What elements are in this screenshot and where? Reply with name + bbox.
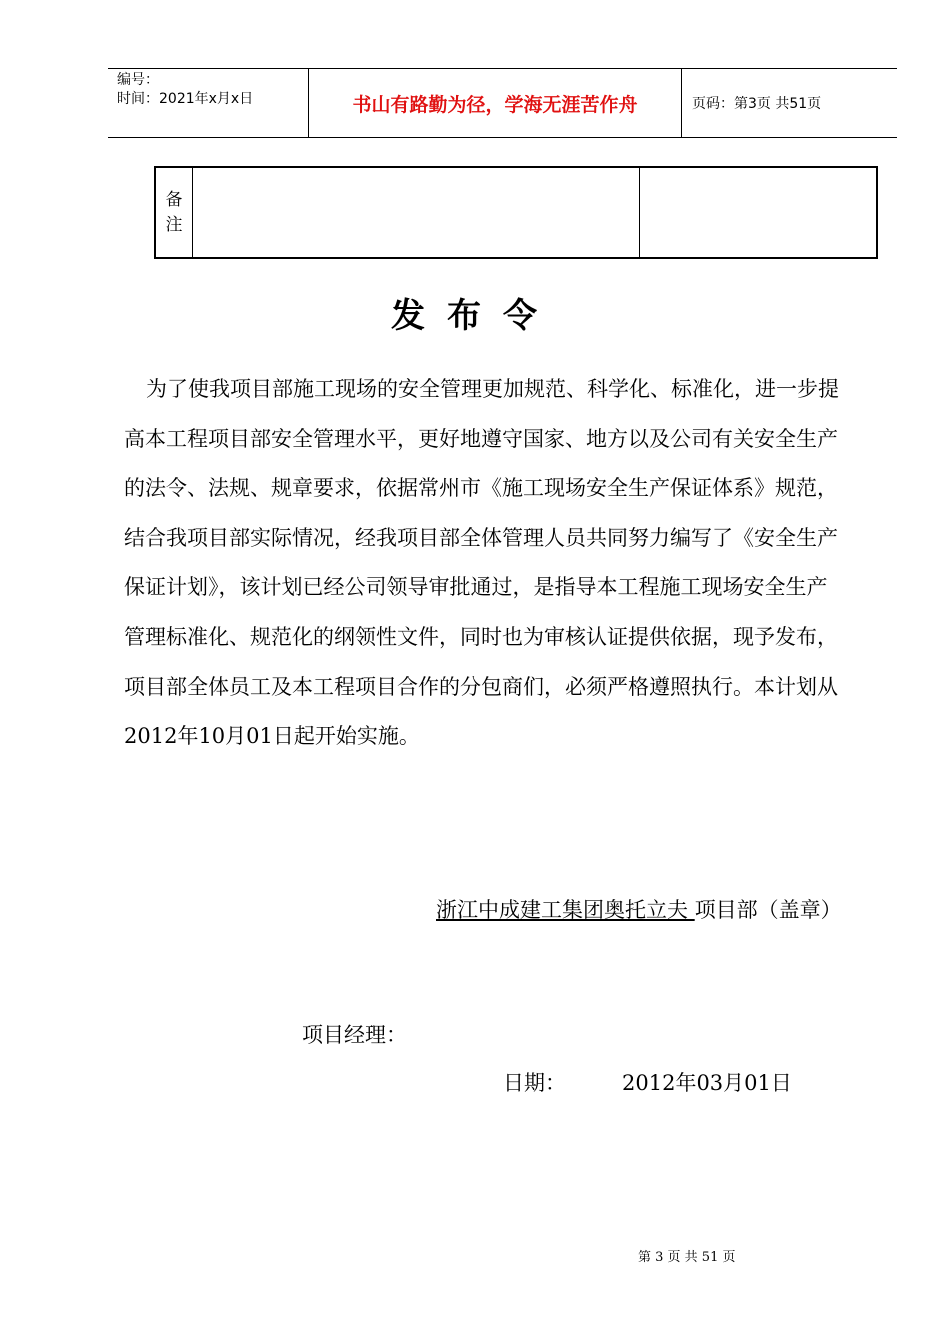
remark-label-char-1: 备 <box>165 189 183 210</box>
header-slogan: 书山有路勤为径，学海无涯苦作舟 <box>309 69 682 137</box>
time-label: 时间：2021年x月x日 <box>117 91 254 107</box>
body-line: 2012年10月01日起开始实施。 <box>124 724 420 749</box>
announcement-body <box>124 365 884 762</box>
company-name: 浙江中成建工集团奥托立夫 <box>436 898 695 922</box>
page-header <box>108 68 897 138</box>
body-line: 管理标准化、规范化的纲领性文件，同时也为审核认证提供依据，现予发布， <box>124 624 838 649</box>
manager-label: 项目经理： <box>302 1023 407 1047</box>
body-line: 为了使我项目部施工现场的安全管理更加规范、科学化、标准化，进一步提 <box>146 377 839 401</box>
remark-extra-cell <box>640 168 876 257</box>
remark-table <box>154 166 878 259</box>
page-footer: 第 3 页 共 51 页 <box>638 1250 736 1265</box>
header-page-number: 页码：第3页 共51页 <box>692 96 822 112</box>
date-value: 2012年03月01日 <box>622 1071 792 1095</box>
body-line: 保证计划》，该计划已经公司领导审批通过，是指导本工程施工现场安全生产 <box>124 575 828 600</box>
signature-line <box>436 894 842 924</box>
body-line: 结合我项目部实际情况，经我项目部全体管理人员共同努力编写了《安全生产 <box>124 525 838 550</box>
body-line: 的法令、法规、规章要求，依据常州市《施工现场安全生产保证体系》规范， <box>124 476 838 501</box>
page-title: 发布令 <box>391 296 559 336</box>
remark-label <box>156 168 193 257</box>
header-meta <box>108 69 309 137</box>
dept-seal: 项目部（盖章） <box>694 898 842 922</box>
date-label: 日期： <box>503 1071 566 1095</box>
body-line: 高本工程项目部安全管理水平，更好地遵守国家、地方以及公司有关安全生产 <box>124 426 838 451</box>
remark-label-char-2: 注 <box>165 214 183 235</box>
date-line <box>503 1067 792 1097</box>
number-label: 编号： <box>117 72 159 88</box>
remark-content-cell <box>193 168 640 257</box>
body-line: 项目部全体员工及本工程项目合作的分包商们，必须严格遵照执行。本计划从 <box>124 674 838 699</box>
